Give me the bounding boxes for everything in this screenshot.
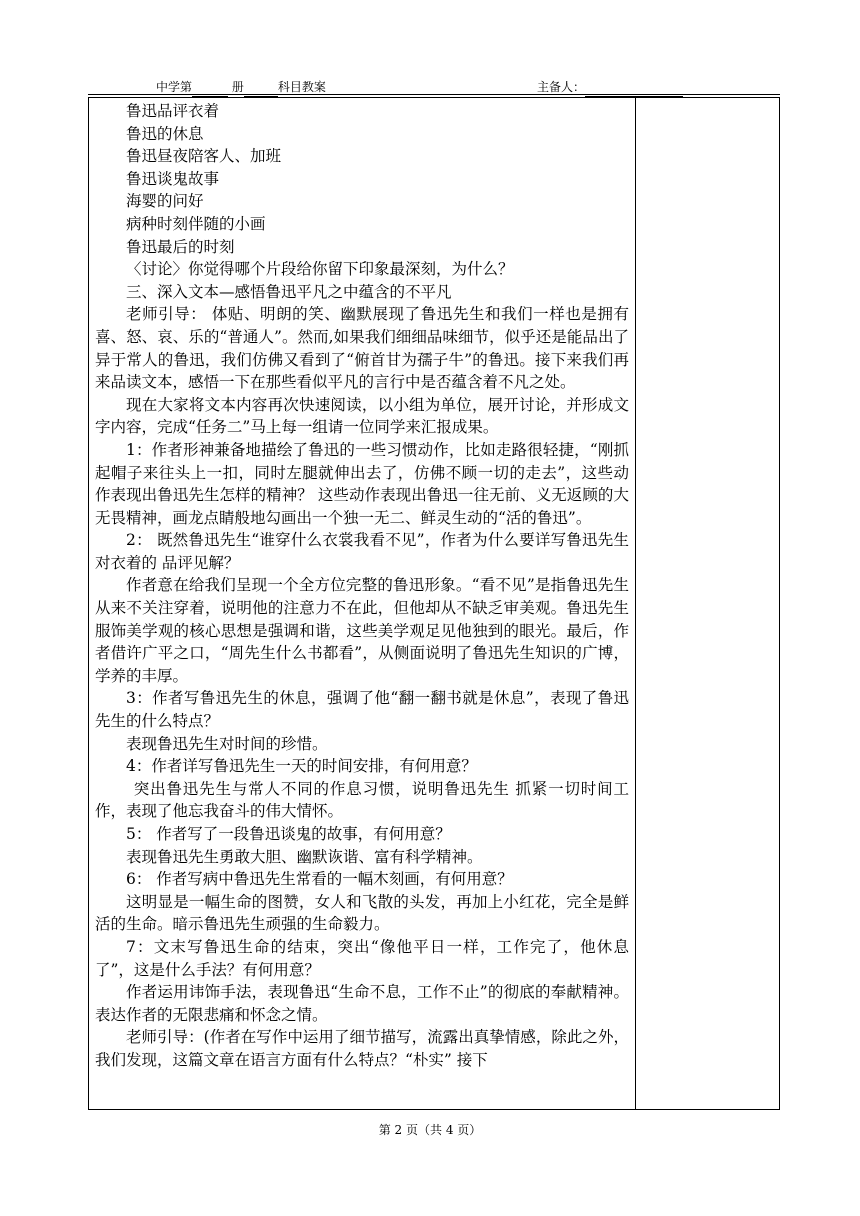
outline-item: 鲁迅品评衣着 [126,102,220,120]
outline-item: 鲁迅的休息 [126,124,204,143]
question-answer: 1：作者形神兼备地描绘了鲁迅的一些习惯动作，比如走路很轻捷，“刚抓起帽子来往头上一扣，同时左腿就伸出去了，仿佛不顾一切的走去”，这些动作表现出鲁迅先生怎样的精神？ 这些动作表现出鲁迅一往无前、义无返顾的大无畏精神，画龙点睛般地勾画出一个独一无二、鲜灵生动的“活的鲁迅”。 [95,440,629,527]
answer: 表现鲁迅先生对时间的珍惜。 [126,734,328,753]
question: 3：作者写鲁迅先生的休息，强调了他“翻一翻书就是休息”，表现了鲁迅先生的什么特点？ [95,689,629,731]
lesson-table [88,97,780,1110]
header-rule-1 [88,94,780,95]
outline-item: 病种时刻伴随的小画 [126,214,266,233]
answer: 表现鲁迅先生勇敢大胆、幽默诙谐、富有科学精神。 [126,847,483,866]
outline-item: 鲁迅谈鬼故事 [126,169,220,188]
answer: 这明显是一幅生命的图赞，女人和飞散的头发，再加上小红花，完全是鲜活的生命。暗示鲁迅先生顽强的生命毅力。 [95,892,629,934]
answer: 作者运用讳饰手法，表现鲁迅“生命不息，工作不止”的彻底的奉献精神。表达作者的无限悲痛和怀念之情。 [95,983,629,1024]
page-footer: 第 2 页（共 4 页） [378,1123,482,1137]
teacher-guidance: 老师引导： 体贴、明朗的笑、幽默展现了鲁迅先生和我们一样也是拥有喜、怒、哀、乐的“普通人”。然而,如果我们细细品味细节，似乎还是能品出了异于常人的鲁迅，我们仿佛又看到了“俯首甘为孺子牛”的鲁迅。接下来我们再来品读文本，感悟一下在那些看似平凡的言行中是否蕴含着不凡之处。 [95,305,629,392]
question: 2： 既然鲁迅先生“谁穿什么衣裳我看不见”，作者为什么要详写鲁迅先生对衣着的 品评见解？ [95,531,629,572]
answer: 突出鲁迅先生与常人不同的作息习惯，说明鲁迅先生 抓紧一切时间工作，表现了他忘我奋斗的伟大情怀。 [95,779,629,821]
lesson-content [95,100,629,1072]
outline-item: 鲁迅最后的时刻 [126,237,235,256]
teacher-guidance: 老师引导：(作者在写作中运用了细节描写，流露出真挚情感，除此之外，我们发现，这篇文章在语言方面有什么特点？“朴实” 接下 [95,1028,629,1069]
section-heading: 三、深入文本—感悟鲁迅平凡之中蕴含的不平凡 [126,282,452,301]
question: 5： 作者写了一段鲁迅谈鬼的故事，有何用意？ [126,825,451,843]
header-subject-label: 科目教案 [277,80,326,94]
question: 7：文末写鲁迅生命的结束，突出“像他平日一样，工作完了，他休息了”，这是什么手法？有何用意？ [95,937,629,979]
header-volume-label: 册 [231,80,244,94]
outline-item: 鲁迅昼夜陪客人、加班 [126,147,282,166]
outline-item: 海婴的问好 [126,192,204,211]
task-instruction: 现在大家将文本内容再次快速阅读，以小组为单位，展开讨论，并形成文字内容，完成“任务二”马上每一组请一位同学来汇报成果。 [95,395,629,437]
discussion-prompt: 〈讨论〉你觉得哪个片段给你留下印象最深刻，为什么？ [126,260,514,279]
answer: 作者意在给我们呈现一个全方位完整的鲁迅形象。“看不见”是指鲁迅先生从来不关注穿着，说明他的注意力不在此，但他却从不缺乏审美观。鲁迅先生服饰美学观的核心思想是强调和谐，这些美学观足见他独到的眼光。最后，作者借许广平之口，“周先生什么书都看”，从侧面说明了鲁迅先生知识的广博，学养的丰厚。 [95,576,629,685]
question: 4：作者详写鲁迅先生一天的时间安排，有何用意？ [126,757,477,776]
header-school-prefix: 中学第 [156,80,193,94]
header-preparer-label: 主备人： [537,80,586,94]
question: 6： 作者写病中鲁迅先生常看的一幅木刻画，有何用意？ [126,870,513,889]
table-column-divider [635,97,636,1109]
